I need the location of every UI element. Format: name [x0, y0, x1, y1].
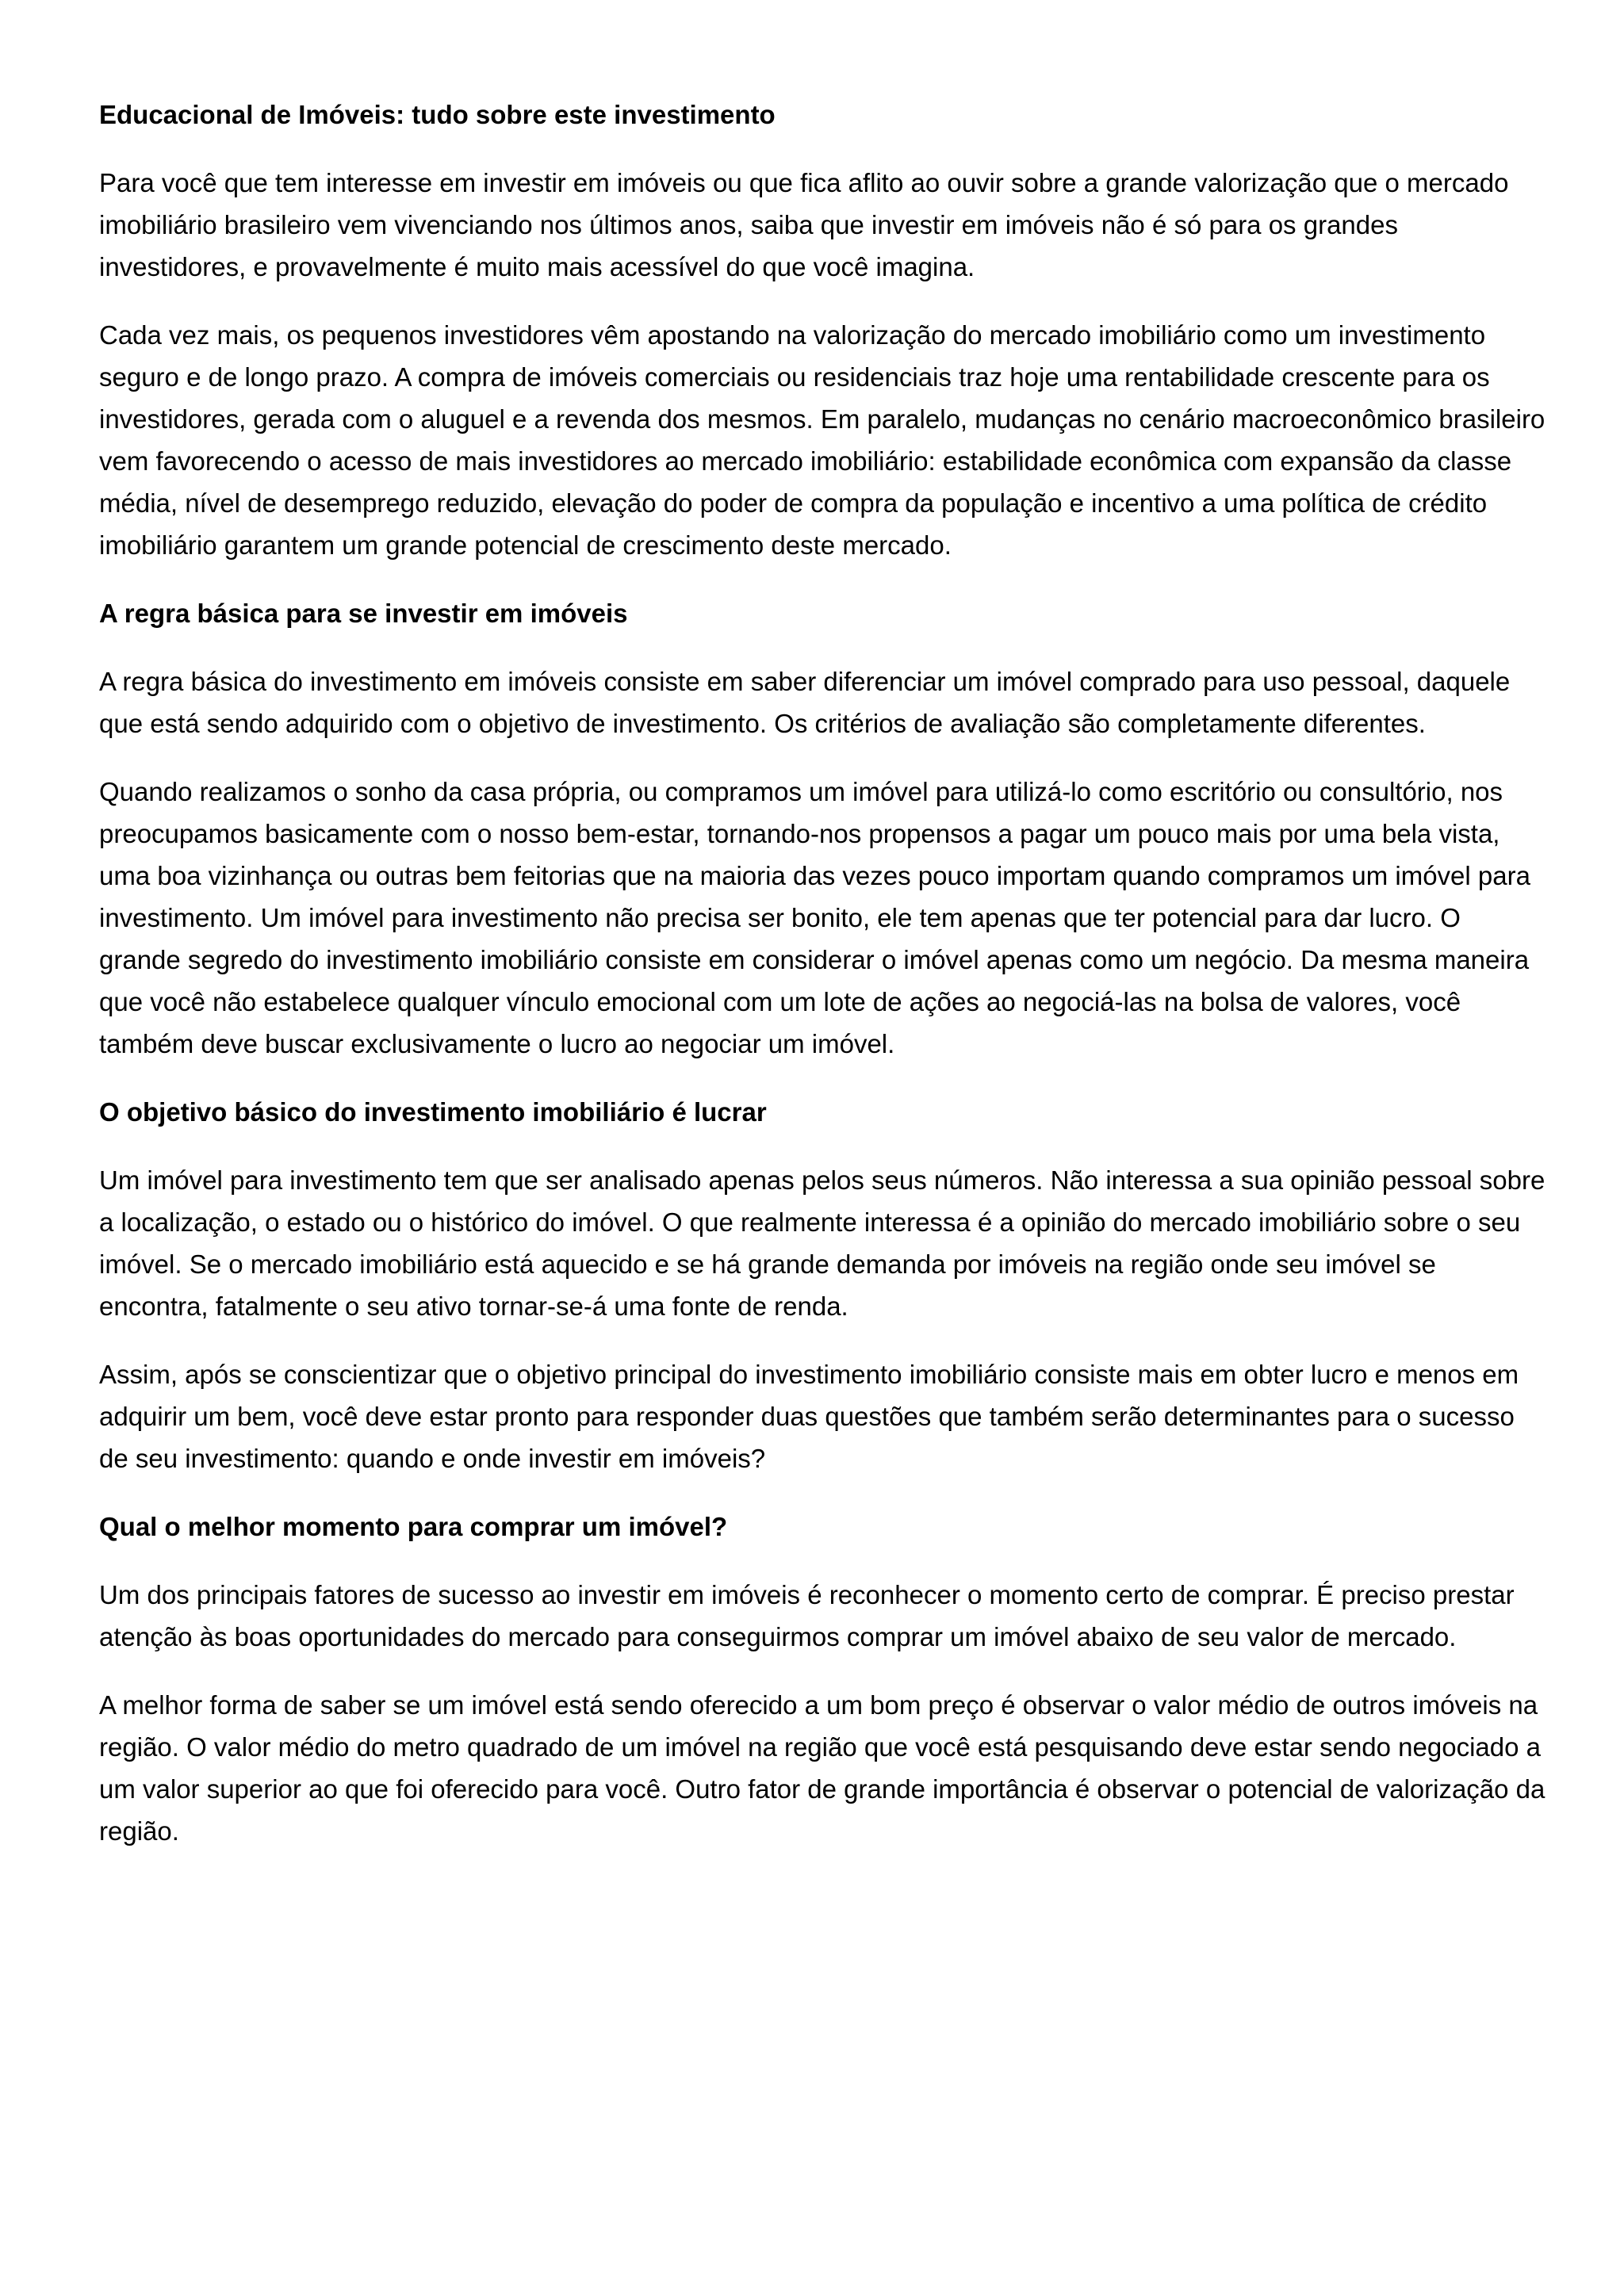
paragraph: Assim, após se conscientizar que o objetivo principal do investimento imobiliário consiste mais em obter lucro e menos em adquirir um bem, você deve estar pronto para responder duas questões que também serão determinantes para o sucesso de seu investimento: quando e onde investir em imóveis? [99, 1360, 1519, 1473]
heading-intro: Educacional de Imóveis: tudo sobre este investimento [99, 100, 776, 129]
heading-best-moment: Qual o melhor momento para comprar um imóvel? [99, 1512, 728, 1541]
paragraph: Para você que tem interesse em investir em imóveis ou que fica aflito ao ouvir sobre a grande valorização que o mercado imobiliário brasileiro vem vivenciando nos últimos anos, saiba que investir em imóveis não é só para os grandes investidores, e provavelmente é muito mais acessível do que você imagina. [99, 168, 1509, 281]
paragraph: Cada vez mais, os pequenos investidores vêm apostando na valorização do mercado imobiliário como um investimento seguro e de longo prazo. A compra de imóveis comerciais ou residenciais traz hoje uma rentabilidade crescente para os investidores, gerada com o aluguel e a revenda dos mesmos. Em paralelo, mudanças no cenário macroeconômico brasileiro vem favorecendo o acesso de mais investidores ao mercado imobiliário: estabilidade econômica com expansão da classe média, nível de desemprego reduzido, elevação do poder de compra da população e incentivo a uma política de crédito imobiliário garantem um grande potencial de crescimento deste mercado. [99, 320, 1545, 560]
paragraph: Quando realizamos o sonho da casa própria, ou compramos um imóvel para utilizá-lo como escritório ou consultório, nos preocupamos basicamente com o nosso bem-estar, tornando-nos propensos a pagar um pouco mais por uma bela vista, uma boa vizinhança ou outras bem feitorias que na maioria das vezes pouco importam quando compramos um imóvel para investimento. Um imóvel para investimento não precisa ser bonito, ele tem apenas que ter potencial para dar lucro. O grande segredo do investimento imobiliário consiste em considerar o imóvel apenas como um negócio. Da mesma maneira que você não estabelece qualquer vínculo emocional com um lote de ações ao negociá-las na bolsa de valores, você também deve buscar exclusivamente o lucro ao negociar um imóvel. [99, 777, 1530, 1058]
paragraph: A regra básica do investimento em imóveis consiste em saber diferenciar um imóvel comprado para uso pessoal, daquele que está sendo adquirido com o objetivo de investimento. Os critérios de avaliação são completamente diferentes. [99, 667, 1511, 738]
paragraph: Um imóvel para investimento tem que ser analisado apenas pelos seus números. Não interessa a sua opinião pessoal sobre a localização, o estado ou o histórico do imóvel. O que realmente interessa é a opinião do mercado imobiliário sobre o seu imóvel. Se o mercado imobiliário está aquecido e se há grande demanda por imóveis na região onde seu imóvel se encontra, fatalmente o seu ativo tornar-se-á uma fonte de renda. [99, 1165, 1545, 1321]
paragraph: A melhor forma de saber se um imóvel está sendo oferecido a um bom preço é observar o valor médio de outros imóveis na região. O valor médio do metro quadrado de um imóvel na região que você está pesquisando deve estar sendo negociado a um valor superior ao que foi oferecido para você. Outro fator de grande importância é observar o potencial de valorização da região. [99, 1690, 1545, 1846]
heading-basic-rule: A regra básica para se investir em imóveis [99, 599, 628, 628]
document-page [99, 94, 1546, 1878]
heading-objective: O objetivo básico do investimento imobiliário é lucrar [99, 1097, 767, 1127]
paragraph: Um dos principais fatores de sucesso ao investir em imóveis é reconhecer o momento certo de comprar. É preciso prestar atenção às boas oportunidades do mercado para conseguirmos comprar um imóvel abaixo de seu valor de mercado. [99, 1580, 1515, 1651]
